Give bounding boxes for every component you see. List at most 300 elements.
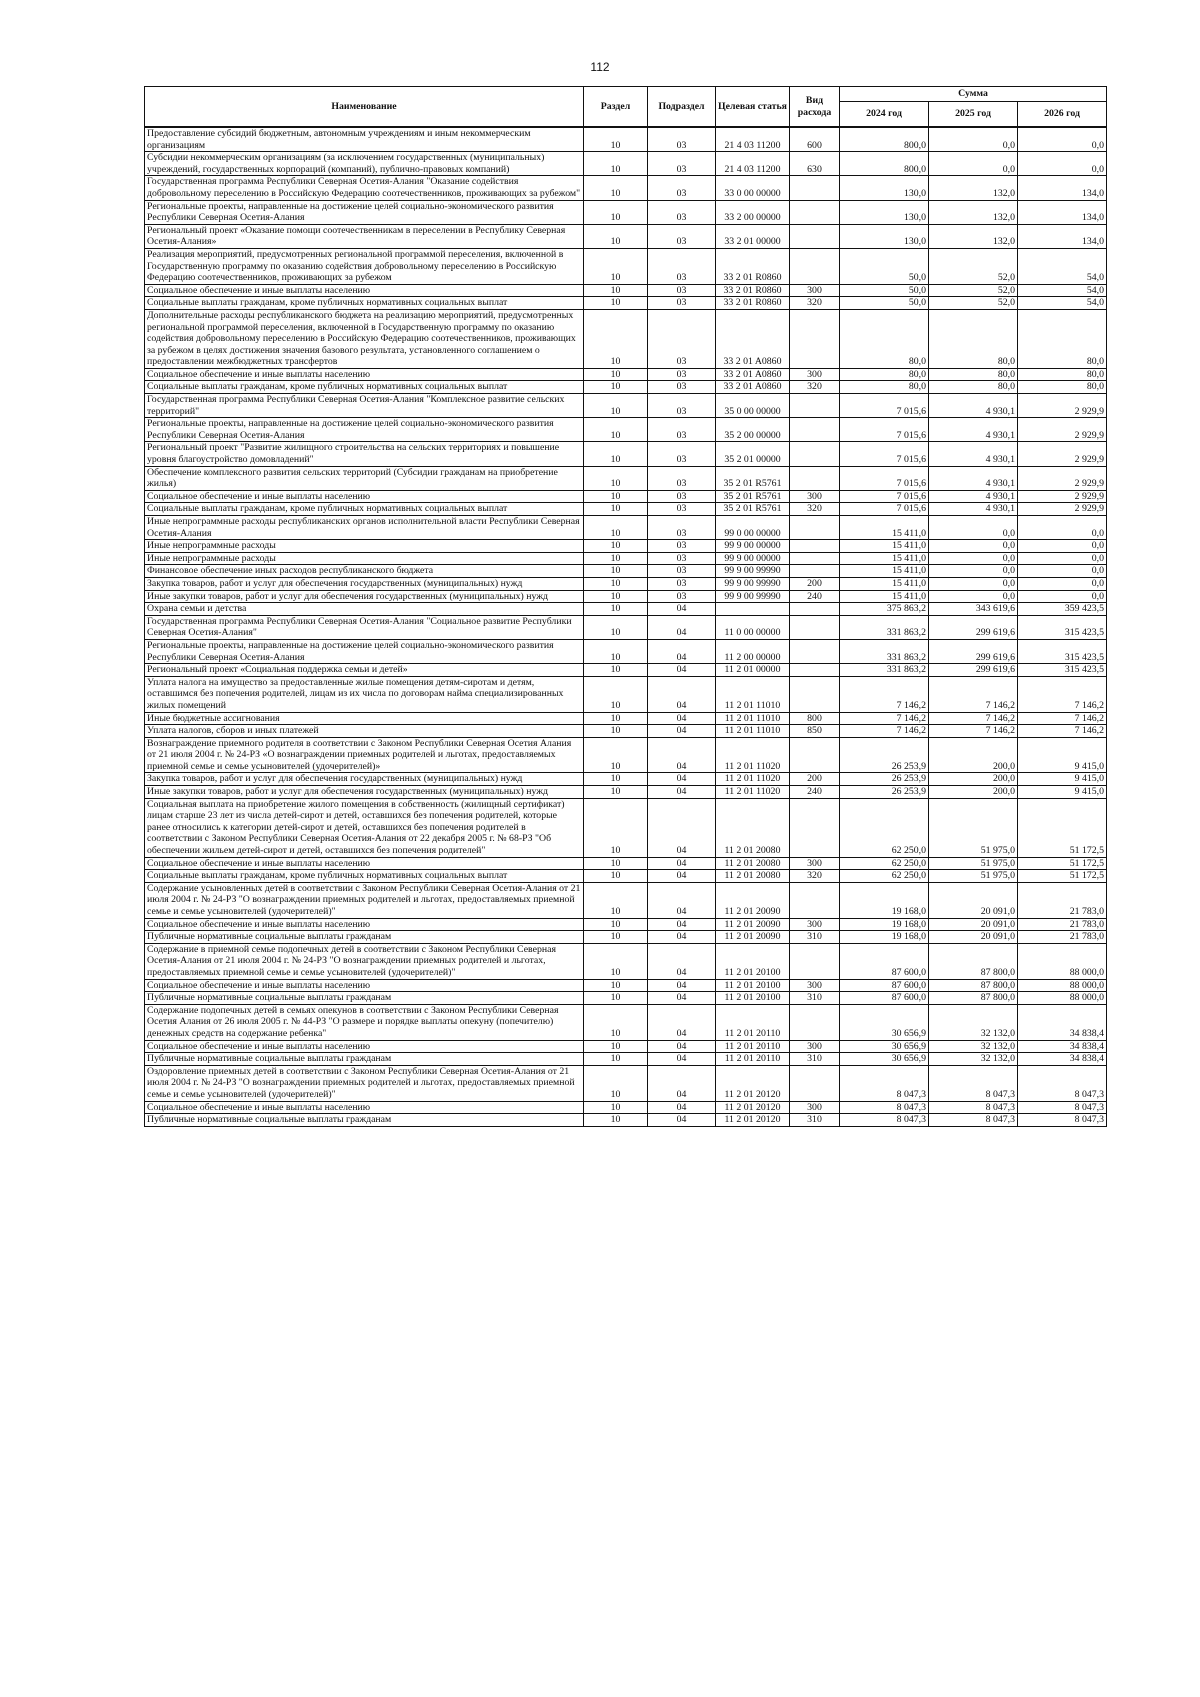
row-type xyxy=(790,737,840,773)
row-sum-2026: 80,0 xyxy=(1018,368,1107,381)
row-name: Публичные нормативные социальные выплаты гражданам xyxy=(145,992,584,1005)
row-sum-2024: 8 047,3 xyxy=(840,1114,929,1127)
row-target: 35 2 01 00000 xyxy=(716,442,790,466)
row-sum-2026: 54,0 xyxy=(1018,248,1107,284)
row-name: Социальное обеспечение и иные выплаты населению xyxy=(145,368,584,381)
row-sum-2025: 200,0 xyxy=(929,737,1018,773)
row-section: 10 xyxy=(584,676,648,712)
row-type xyxy=(790,418,840,442)
table-row xyxy=(145,418,1107,442)
row-section: 10 xyxy=(584,798,648,857)
row-name: Иные закупки товаров, работ и услуг для обеспечения государственных (муниципальных) нужд xyxy=(145,590,584,603)
row-name: Региональные проекты, направленные на достижение целей социально-экономического развития Республики Северная Осетия-Алания xyxy=(145,200,584,224)
row-section: 10 xyxy=(584,1101,648,1114)
row-sum-2024: 87 600,0 xyxy=(840,992,929,1005)
row-target: 11 2 01 11010 xyxy=(716,712,790,725)
row-subsection: 03 xyxy=(648,552,716,565)
row-subsection: 04 xyxy=(648,712,716,725)
row-sum-2024: 7 146,2 xyxy=(840,676,929,712)
row-type xyxy=(790,676,840,712)
row-target: 33 2 01 R0860 xyxy=(716,284,790,297)
table-row xyxy=(145,224,1107,248)
row-target: 35 2 01 R5761 xyxy=(716,466,790,490)
table-row xyxy=(145,490,1107,503)
table-row xyxy=(145,664,1107,677)
row-sum-2026: 2 929,9 xyxy=(1018,503,1107,516)
row-subsection: 04 xyxy=(648,1004,716,1040)
row-name: Региональные проекты, направленные на достижение целей социально-экономического развития Республики Северная Осетия-Алания xyxy=(145,418,584,442)
row-sum-2025: 343 619,6 xyxy=(929,603,1018,616)
table-row xyxy=(145,200,1107,224)
row-section: 10 xyxy=(584,466,648,490)
row-section: 10 xyxy=(584,737,648,773)
row-subsection: 04 xyxy=(648,1065,716,1101)
row-sum-2025: 7 146,2 xyxy=(929,676,1018,712)
table-row xyxy=(145,381,1107,394)
row-sum-2026: 9 415,0 xyxy=(1018,737,1107,773)
row-subsection: 03 xyxy=(648,540,716,553)
row-section: 10 xyxy=(584,870,648,883)
row-subsection: 04 xyxy=(648,1114,716,1127)
row-name: Иные непрограммные расходы xyxy=(145,552,584,565)
row-sum-2024: 800,0 xyxy=(840,127,929,152)
row-sum-2026: 0,0 xyxy=(1018,577,1107,590)
row-section: 10 xyxy=(584,712,648,725)
row-sum-2025: 80,0 xyxy=(929,368,1018,381)
row-section: 10 xyxy=(584,565,648,578)
row-target: 11 2 01 11020 xyxy=(716,737,790,773)
row-target: 33 2 00 00000 xyxy=(716,200,790,224)
row-name: Иные непрограммные расходы республиканских органов исполнительной власти Республики Северная Осетия-Алания xyxy=(145,516,584,540)
row-section: 10 xyxy=(584,176,648,200)
row-sum-2025: 0,0 xyxy=(929,565,1018,578)
row-type: 600 xyxy=(790,127,840,152)
row-sum-2025: 80,0 xyxy=(929,381,1018,394)
row-sum-2025: 87 800,0 xyxy=(929,992,1018,1005)
row-name: Публичные нормативные социальные выплаты гражданам xyxy=(145,1114,584,1127)
row-sum-2025: 200,0 xyxy=(929,786,1018,799)
row-type xyxy=(790,552,840,565)
row-subsection: 04 xyxy=(648,786,716,799)
row-name: Социальное обеспечение и иные выплаты населению xyxy=(145,979,584,992)
row-subsection: 03 xyxy=(648,248,716,284)
row-target: 11 2 01 11020 xyxy=(716,786,790,799)
row-name: Публичные нормативные социальные выплаты гражданам xyxy=(145,931,584,944)
row-subsection: 04 xyxy=(648,676,716,712)
row-sum-2025: 8 047,3 xyxy=(929,1114,1018,1127)
row-sum-2025: 132,0 xyxy=(929,176,1018,200)
row-target: 11 2 01 20090 xyxy=(716,918,790,931)
row-sum-2026: 51 172,5 xyxy=(1018,870,1107,883)
row-name: Социальное обеспечение и иные выплаты населению xyxy=(145,857,584,870)
row-sum-2024: 15 411,0 xyxy=(840,565,929,578)
row-type: 300 xyxy=(790,368,840,381)
row-name: Иные бюджетные ассигнования xyxy=(145,712,584,725)
row-sum-2025: 0,0 xyxy=(929,590,1018,603)
row-sum-2024: 15 411,0 xyxy=(840,516,929,540)
table-row xyxy=(145,284,1107,297)
row-type xyxy=(790,1065,840,1101)
row-sum-2025: 51 975,0 xyxy=(929,870,1018,883)
row-section: 10 xyxy=(584,979,648,992)
row-section: 10 xyxy=(584,786,648,799)
row-section: 10 xyxy=(584,381,648,394)
row-subsection: 04 xyxy=(648,798,716,857)
row-type xyxy=(790,603,840,616)
row-subsection: 03 xyxy=(648,368,716,381)
table-row xyxy=(145,931,1107,944)
table-row xyxy=(145,943,1107,979)
table-row xyxy=(145,639,1107,663)
row-sum-2025: 0,0 xyxy=(929,540,1018,553)
row-name: Предоставление субсидий бюджетным, автономным учреждениям и иным некоммерческим организациям xyxy=(145,127,584,152)
row-sum-2025: 87 800,0 xyxy=(929,943,1018,979)
col-header-target: Целевая статья xyxy=(716,87,790,128)
row-subsection: 04 xyxy=(648,603,716,616)
row-target: 11 2 01 20100 xyxy=(716,992,790,1005)
row-target: 11 0 00 00000 xyxy=(716,615,790,639)
row-type: 200 xyxy=(790,577,840,590)
row-sum-2026: 34 838,4 xyxy=(1018,1040,1107,1053)
row-type xyxy=(790,516,840,540)
row-name: Содержание усыновленных детей в соответствии с Законом Республики Северная Осетия-Алания от 21 июля 2004 г. № 24-РЗ "О вознаграждении приемных родителей и льготах, предоставляемых приемной семье и семье усыновителей (удочерителей)" xyxy=(145,882,584,918)
table-row xyxy=(145,918,1107,931)
row-name: Региональный проект "Развитие жилищного строительства на сельских территориях и повышение уровня благоустройство домовладений" xyxy=(145,442,584,466)
row-sum-2026: 34 838,4 xyxy=(1018,1004,1107,1040)
row-type xyxy=(790,540,840,553)
row-type: 310 xyxy=(790,992,840,1005)
row-subsection: 03 xyxy=(648,127,716,152)
row-type xyxy=(790,394,840,418)
row-type xyxy=(790,615,840,639)
row-target: 35 0 00 00000 xyxy=(716,394,790,418)
table-row xyxy=(145,1101,1107,1114)
table-row xyxy=(145,786,1107,799)
budget-table xyxy=(144,86,1107,1127)
row-subsection: 03 xyxy=(648,466,716,490)
row-sum-2025: 32 132,0 xyxy=(929,1040,1018,1053)
row-type xyxy=(790,248,840,284)
row-target: 11 2 01 20120 xyxy=(716,1101,790,1114)
row-target: 21 4 03 11200 xyxy=(716,127,790,152)
row-sum-2026: 0,0 xyxy=(1018,152,1107,176)
table-row xyxy=(145,882,1107,918)
row-sum-2024: 7 146,2 xyxy=(840,725,929,738)
row-sum-2025: 132,0 xyxy=(929,200,1018,224)
row-sum-2025: 4 930,1 xyxy=(929,418,1018,442)
row-sum-2024: 62 250,0 xyxy=(840,870,929,883)
row-subsection: 03 xyxy=(648,516,716,540)
row-sum-2026: 134,0 xyxy=(1018,176,1107,200)
row-type xyxy=(790,176,840,200)
row-target: 11 2 01 11010 xyxy=(716,676,790,712)
row-sum-2024: 8 047,3 xyxy=(840,1065,929,1101)
row-sum-2024: 80,0 xyxy=(840,381,929,394)
row-section: 10 xyxy=(584,1004,648,1040)
row-name: Охрана семьи и детства xyxy=(145,603,584,616)
row-section: 10 xyxy=(584,773,648,786)
row-subsection: 04 xyxy=(648,1040,716,1053)
row-type xyxy=(790,200,840,224)
row-sum-2026: 2 929,9 xyxy=(1018,466,1107,490)
row-type xyxy=(790,565,840,578)
row-name: Региональные проекты, направленные на достижение целей социально-экономического развития Республики Северная Осетия-Алания xyxy=(145,639,584,663)
row-sum-2024: 15 411,0 xyxy=(840,590,929,603)
row-target: 33 0 00 00000 xyxy=(716,176,790,200)
row-sum-2026: 134,0 xyxy=(1018,224,1107,248)
row-sum-2026: 51 172,5 xyxy=(1018,857,1107,870)
row-section: 10 xyxy=(584,1053,648,1066)
row-type: 200 xyxy=(790,773,840,786)
table-row xyxy=(145,725,1107,738)
row-sum-2024: 30 656,9 xyxy=(840,1040,929,1053)
row-sum-2025: 0,0 xyxy=(929,127,1018,152)
row-subsection: 04 xyxy=(648,737,716,773)
row-sum-2024: 15 411,0 xyxy=(840,577,929,590)
row-sum-2025: 20 091,0 xyxy=(929,882,1018,918)
row-type: 300 xyxy=(790,490,840,503)
row-sum-2026: 0,0 xyxy=(1018,127,1107,152)
row-subsection: 04 xyxy=(648,882,716,918)
row-sum-2024: 7 015,6 xyxy=(840,490,929,503)
row-target: 11 2 01 20080 xyxy=(716,870,790,883)
col-header-2024: 2024 год xyxy=(840,102,929,128)
row-name: Иные непрограммные расходы xyxy=(145,540,584,553)
row-name: Государственная программа Республики Северная Осетия-Алания "Социальное развитие Республики Северная Осетия-Алания" xyxy=(145,615,584,639)
row-name: Государственная программа Республики Северная Осетия-Алания "Оказание содействия добровольному переселению в Российскую Федерацию соотечественников, проживающих за рубежом" xyxy=(145,176,584,200)
row-type: 300 xyxy=(790,1040,840,1053)
row-section: 10 xyxy=(584,224,648,248)
row-sum-2026: 134,0 xyxy=(1018,200,1107,224)
row-sum-2024: 375 863,2 xyxy=(840,603,929,616)
table-row xyxy=(145,798,1107,857)
row-section: 10 xyxy=(584,639,648,663)
row-sum-2024: 26 253,9 xyxy=(840,786,929,799)
col-header-name: Наименование xyxy=(145,87,584,128)
row-section: 10 xyxy=(584,394,648,418)
row-sum-2026: 88 000,0 xyxy=(1018,992,1107,1005)
row-sum-2024: 800,0 xyxy=(840,152,929,176)
row-target: 11 2 01 20110 xyxy=(716,1004,790,1040)
table-row xyxy=(145,368,1107,381)
table-row xyxy=(145,1040,1107,1053)
row-subsection: 04 xyxy=(648,870,716,883)
row-name: Социальное обеспечение и иные выплаты населению xyxy=(145,284,584,297)
row-subsection: 03 xyxy=(648,309,716,368)
row-sum-2024: 26 253,9 xyxy=(840,773,929,786)
table-row xyxy=(145,176,1107,200)
row-subsection: 04 xyxy=(648,773,716,786)
row-name: Социальные выплаты гражданам, кроме публичных нормативных социальных выплат xyxy=(145,503,584,516)
row-sum-2024: 7 015,6 xyxy=(840,394,929,418)
row-target: 33 2 01 A0860 xyxy=(716,309,790,368)
row-sum-2026: 2 929,9 xyxy=(1018,394,1107,418)
row-target: 11 2 01 20120 xyxy=(716,1065,790,1101)
row-sum-2025: 0,0 xyxy=(929,552,1018,565)
row-subsection: 04 xyxy=(648,615,716,639)
row-type xyxy=(790,309,840,368)
row-section: 10 xyxy=(584,248,648,284)
table-row xyxy=(145,1114,1107,1127)
row-sum-2024: 15 411,0 xyxy=(840,540,929,553)
table-row xyxy=(145,577,1107,590)
row-name: Социальные выплаты гражданам, кроме публичных нормативных социальных выплат xyxy=(145,297,584,310)
col-header-2025: 2025 год xyxy=(929,102,1018,128)
row-sum-2025: 8 047,3 xyxy=(929,1101,1018,1114)
row-sum-2026: 0,0 xyxy=(1018,516,1107,540)
row-sum-2024: 8 047,3 xyxy=(840,1101,929,1114)
row-name: Государственная программа Республики Северная Осетия-Алания "Комплексное развитие сельских территорий" xyxy=(145,394,584,418)
row-sum-2024: 7 015,6 xyxy=(840,442,929,466)
row-sum-2025: 32 132,0 xyxy=(929,1053,1018,1066)
table-row xyxy=(145,603,1107,616)
row-type xyxy=(790,798,840,857)
row-target: 33 2 01 A0860 xyxy=(716,368,790,381)
row-subsection: 03 xyxy=(648,418,716,442)
row-name: Иные закупки товаров, работ и услуг для обеспечения государственных (муниципальных) нужд xyxy=(145,786,584,799)
row-section: 10 xyxy=(584,540,648,553)
table-row xyxy=(145,565,1107,578)
row-sum-2024: 331 863,2 xyxy=(840,615,929,639)
col-header-type: Вид расхода xyxy=(790,87,840,128)
table-row xyxy=(145,870,1107,883)
row-sum-2024: 331 863,2 xyxy=(840,639,929,663)
row-section: 10 xyxy=(584,931,648,944)
row-sum-2024: 19 168,0 xyxy=(840,931,929,944)
row-sum-2025: 52,0 xyxy=(929,248,1018,284)
row-sum-2026: 315 423,5 xyxy=(1018,664,1107,677)
row-type: 310 xyxy=(790,1114,840,1127)
row-sum-2026: 51 172,5 xyxy=(1018,798,1107,857)
row-type xyxy=(790,943,840,979)
row-target: 33 2 01 R0860 xyxy=(716,248,790,284)
row-sum-2024: 30 656,9 xyxy=(840,1053,929,1066)
row-subsection: 03 xyxy=(648,490,716,503)
col-header-subsection: Подраздел xyxy=(648,87,716,128)
row-type: 800 xyxy=(790,712,840,725)
row-section: 10 xyxy=(584,516,648,540)
row-target: 11 2 01 20090 xyxy=(716,882,790,918)
table-row xyxy=(145,1053,1107,1066)
row-sum-2026: 315 423,5 xyxy=(1018,639,1107,663)
row-name: Социальные выплаты гражданам, кроме публичных нормативных социальных выплат xyxy=(145,870,584,883)
row-sum-2024: 30 656,9 xyxy=(840,1004,929,1040)
row-sum-2026: 8 047,3 xyxy=(1018,1114,1107,1127)
table-row xyxy=(145,992,1107,1005)
row-name: Уплата налогов, сборов и иных платежей xyxy=(145,725,584,738)
table-row xyxy=(145,773,1107,786)
row-sum-2024: 130,0 xyxy=(840,200,929,224)
row-subsection: 03 xyxy=(648,284,716,297)
table-body xyxy=(145,127,1107,1126)
row-name: Вознаграждение приемного родителя в соответствии с Законом Республики Северная Осетия Алания от 21 июля 2004 г. № 24-РЗ «О вознаграждении приемных родителей и льготах, предоставляемых приемной семье и семье усыновителей (удочерителей)» xyxy=(145,737,584,773)
row-type: 300 xyxy=(790,857,840,870)
row-section: 10 xyxy=(584,590,648,603)
row-sum-2026: 0,0 xyxy=(1018,552,1107,565)
row-target: 11 2 01 20120 xyxy=(716,1114,790,1127)
row-name: Социальное обеспечение и иные выплаты населению xyxy=(145,490,584,503)
row-sum-2024: 19 168,0 xyxy=(840,918,929,931)
row-name: Содержание в приемной семье подопечных детей в соответствии с Законом Республики Северная Осетия-Алания от 21 июля 2004 г. № 24-РЗ "О вознаграждении приемных родителей и льготах, предоставляемых приемной семье и семье усыновителей (удочерителей)" xyxy=(145,943,584,979)
row-sum-2026: 88 000,0 xyxy=(1018,943,1107,979)
row-sum-2025: 32 132,0 xyxy=(929,1004,1018,1040)
row-sum-2025: 200,0 xyxy=(929,773,1018,786)
table-row xyxy=(145,1004,1107,1040)
row-target: 11 2 01 20090 xyxy=(716,931,790,944)
row-type: 320 xyxy=(790,381,840,394)
row-sum-2026: 54,0 xyxy=(1018,297,1107,310)
table-row xyxy=(145,127,1107,152)
row-sum-2026: 0,0 xyxy=(1018,565,1107,578)
row-section: 10 xyxy=(584,992,648,1005)
row-type: 300 xyxy=(790,918,840,931)
row-sum-2026: 80,0 xyxy=(1018,381,1107,394)
table-row xyxy=(145,615,1107,639)
row-type xyxy=(790,466,840,490)
row-section: 10 xyxy=(584,1114,648,1127)
row-sum-2024: 62 250,0 xyxy=(840,857,929,870)
row-sum-2025: 4 930,1 xyxy=(929,394,1018,418)
table-row xyxy=(145,309,1107,368)
row-sum-2026: 7 146,2 xyxy=(1018,676,1107,712)
row-name: Дополнительные расходы республиканского бюджета на реализацию мероприятий, предусмотренных региональной программой переселения, включенной в Государственную программу по оказанию содействия добровольному переселению в Российскую Федерацию соотечественников, проживающих за рубежом в целях достижения значения базового результата, установленного соглашением о предоставлении межбюджетных трансфертов xyxy=(145,309,584,368)
row-target: 21 4 03 11200 xyxy=(716,152,790,176)
table-row xyxy=(145,503,1107,516)
row-sum-2025: 51 975,0 xyxy=(929,798,1018,857)
row-sum-2025: 4 930,1 xyxy=(929,466,1018,490)
row-name: Реализация мероприятий, предусмотренных региональной программой переселения, включенной в Государственную программу по оказанию содействия добровольному переселению в Российскую Федерацию соотечественников, проживающих за рубежом xyxy=(145,248,584,284)
row-sum-2025: 20 091,0 xyxy=(929,931,1018,944)
row-section: 10 xyxy=(584,577,648,590)
row-type: 320 xyxy=(790,297,840,310)
row-sum-2024: 50,0 xyxy=(840,297,929,310)
row-sum-2024: 80,0 xyxy=(840,368,929,381)
row-type xyxy=(790,224,840,248)
row-sum-2026: 2 929,9 xyxy=(1018,490,1107,503)
row-sum-2025: 0,0 xyxy=(929,516,1018,540)
row-name: Социальная выплата на приобретение жилого помещения в собственность (жилищный сертификат) лицам старше 23 лет из числа детей-сирот и детей, оставшихся без попечения родителей, которые ранее относились к категории детей-сирот и детей, оставшихся без попечения родителей в соответствии с Законом Республики Северная Осетия-Алания от 22 декабря 2005 г. № 68-РЗ "Об обеспечении жильем детей-сирот и детей, оставшихся без попечения родителей" xyxy=(145,798,584,857)
row-type: 630 xyxy=(790,152,840,176)
row-sum-2026: 21 783,0 xyxy=(1018,918,1107,931)
row-section: 10 xyxy=(584,552,648,565)
row-target: 35 2 01 R5761 xyxy=(716,503,790,516)
row-section: 10 xyxy=(584,943,648,979)
row-name: Субсидии некоммерческим организациям (за исключением государственных (муниципальных) учреждений, государственных корпораций (компаний), публично-правовых компаний) xyxy=(145,152,584,176)
row-subsection: 03 xyxy=(648,590,716,603)
row-subsection: 03 xyxy=(648,297,716,310)
row-subsection: 04 xyxy=(648,1101,716,1114)
row-sum-2026: 21 783,0 xyxy=(1018,931,1107,944)
row-name: Социальное обеспечение и иные выплаты населению xyxy=(145,918,584,931)
row-sum-2026: 54,0 xyxy=(1018,284,1107,297)
row-sum-2024: 7 015,6 xyxy=(840,418,929,442)
row-target: 99 9 00 00000 xyxy=(716,552,790,565)
table-row xyxy=(145,540,1107,553)
row-subsection: 03 xyxy=(648,176,716,200)
row-name: Публичные нормативные социальные выплаты гражданам xyxy=(145,1053,584,1066)
row-section: 10 xyxy=(584,1065,648,1101)
row-sum-2025: 4 930,1 xyxy=(929,503,1018,516)
table-row xyxy=(145,152,1107,176)
row-subsection: 03 xyxy=(648,442,716,466)
table-row xyxy=(145,857,1107,870)
row-sum-2024: 7 146,2 xyxy=(840,712,929,725)
row-sum-2025: 132,0 xyxy=(929,224,1018,248)
row-sum-2024: 7 015,6 xyxy=(840,503,929,516)
row-subsection: 04 xyxy=(648,664,716,677)
row-target: 11 2 01 20110 xyxy=(716,1040,790,1053)
row-target: 11 2 00 00000 xyxy=(716,639,790,663)
